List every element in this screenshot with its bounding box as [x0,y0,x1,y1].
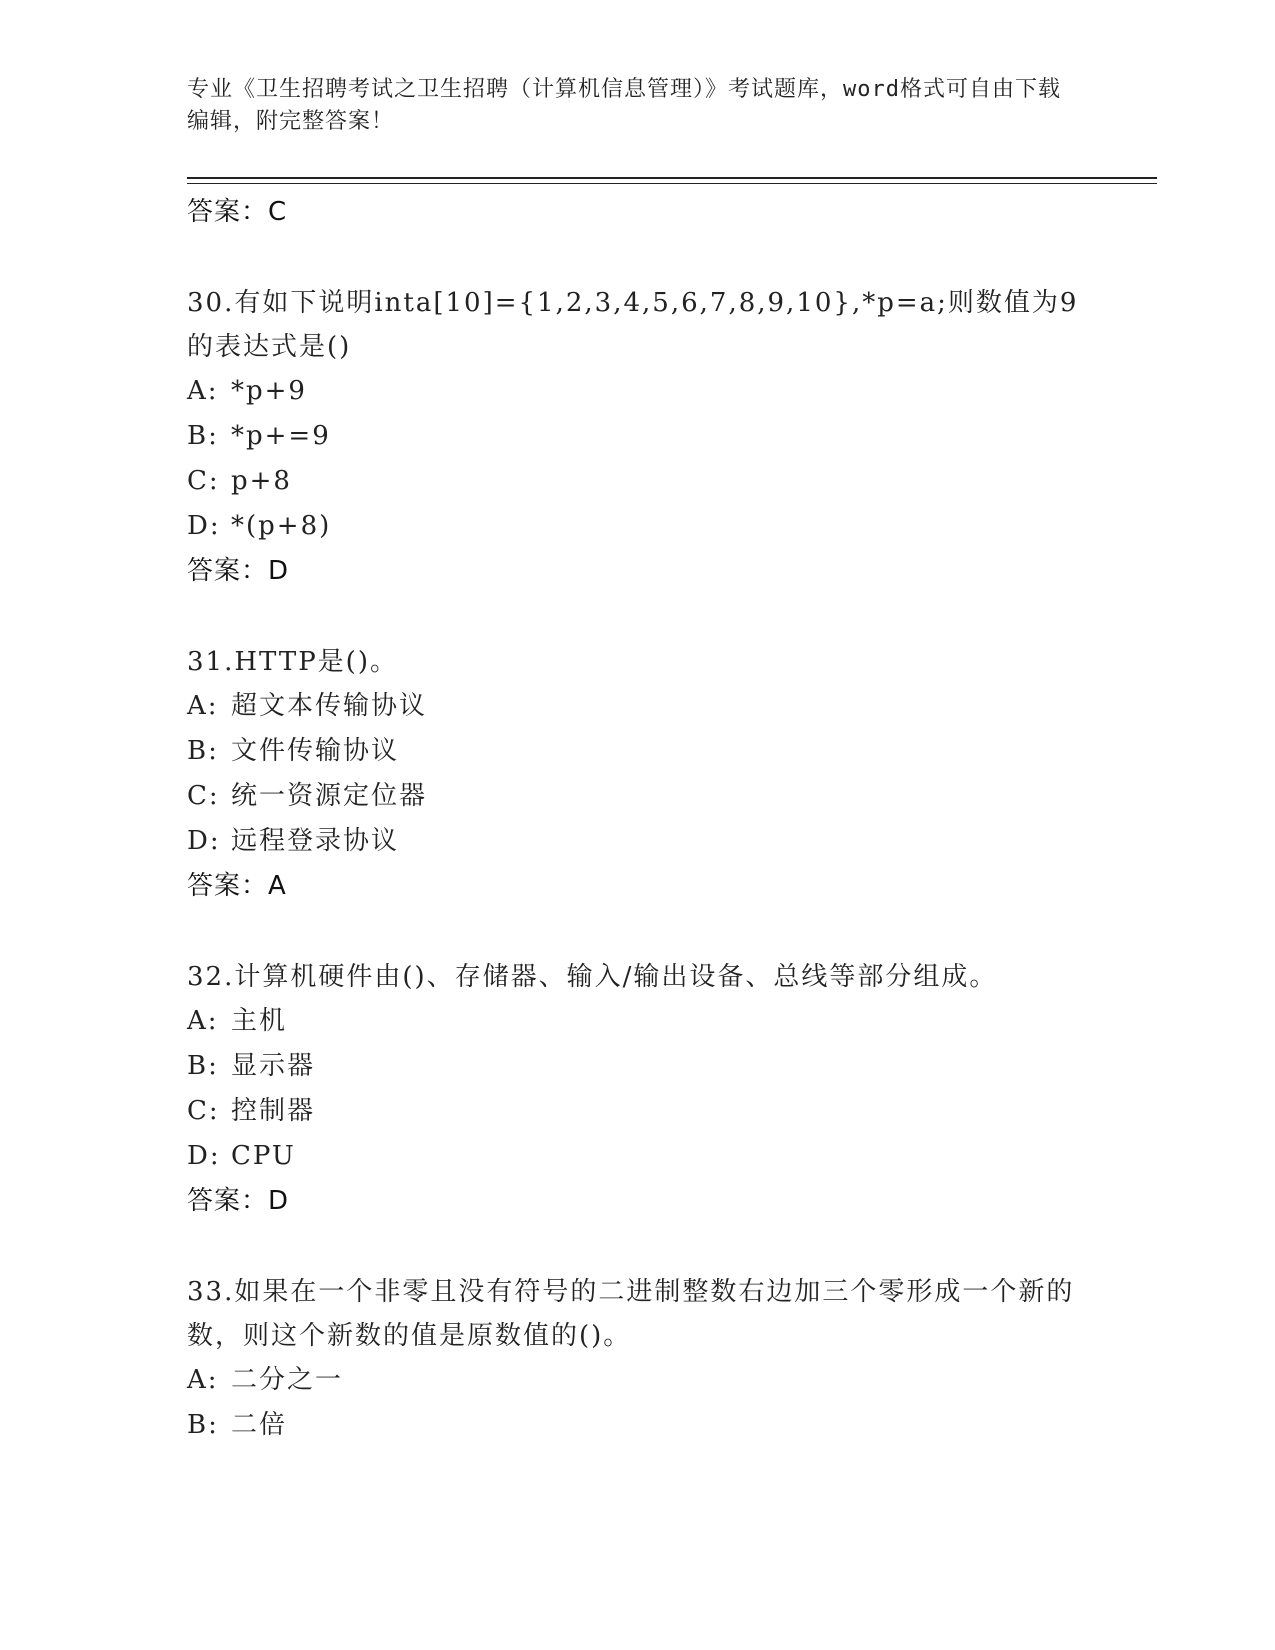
header-divider-thin [187,183,1157,184]
answer-line: 答案：D [187,1186,290,1216]
option-text: *(p+8) [231,511,332,541]
option-text: 二分之一 [231,1365,344,1395]
question-text: 32.计算机硬件由()、存储器、输入/输出设备、总线等部分组成。 [187,962,998,992]
option-text: *p+=9 [231,421,331,451]
option-b [187,414,1087,459]
option-key: C: [187,466,220,496]
question-list [187,190,1087,1448]
option-a [187,1358,1087,1403]
answer-line: 答案：A [187,871,287,901]
option-text: 控制器 [231,1096,316,1126]
option-text: CPU [231,1141,296,1171]
question-31 [187,640,1087,908]
option-a [187,999,1087,1044]
option-c [187,459,1087,504]
option-c [187,774,1087,819]
option-key: C: [187,1096,220,1126]
option-key: B: [187,421,219,451]
option-a [187,684,1087,729]
question-text: 30.有如下说明inta[10]={1,2,3,4,5,6,7,8,9,10},*p=a;则数值为9的表达式是() [187,288,1079,362]
header-divider [187,177,1157,179]
answer-line: 答案：D [187,556,290,586]
previous-answer: 答案：C [187,197,288,227]
option-text: 二倍 [231,1410,288,1440]
option-key: A: [187,1006,219,1036]
option-text: 统一资源定位器 [231,781,428,811]
option-d [187,1134,1087,1179]
option-key: D: [187,1141,221,1171]
option-key: A: [187,691,219,721]
option-a [187,369,1087,414]
option-key: B: [187,736,219,766]
document-header: 专业《卫生招聘考试之卫生招聘（计算机信息管理）》考试题库，word格式可自由下载编辑，附完整答案！ [187,77,1061,134]
question-33 [187,1270,1087,1448]
option-text: 文件传输协议 [231,736,400,766]
option-key: A: [187,376,219,406]
question-30 [187,281,1087,593]
question-32 [187,955,1087,1223]
option-text: *p+9 [231,376,307,406]
option-d [187,819,1087,864]
question-text: 33.如果在一个非零且没有符号的二进制整数右边加三个零形成一个新的数，则这个新数的值是原数值的()。 [187,1277,1075,1351]
option-text: 超文本传输协议 [231,691,428,721]
option-text: 主机 [231,1006,288,1036]
option-text: 显示器 [231,1051,316,1081]
option-key: B: [187,1051,219,1081]
question-text: 31.HTTP是()。 [187,647,398,677]
option-text: 远程登录协议 [231,826,400,856]
option-d [187,504,1087,549]
option-text: p+8 [231,466,292,496]
option-key: A: [187,1365,219,1395]
option-b [187,1044,1087,1089]
option-key: D: [187,826,221,856]
option-key: B: [187,1410,219,1440]
option-key: C: [187,781,220,811]
option-b [187,729,1087,774]
option-c [187,1089,1087,1134]
option-key: D: [187,511,221,541]
option-b [187,1403,1087,1448]
